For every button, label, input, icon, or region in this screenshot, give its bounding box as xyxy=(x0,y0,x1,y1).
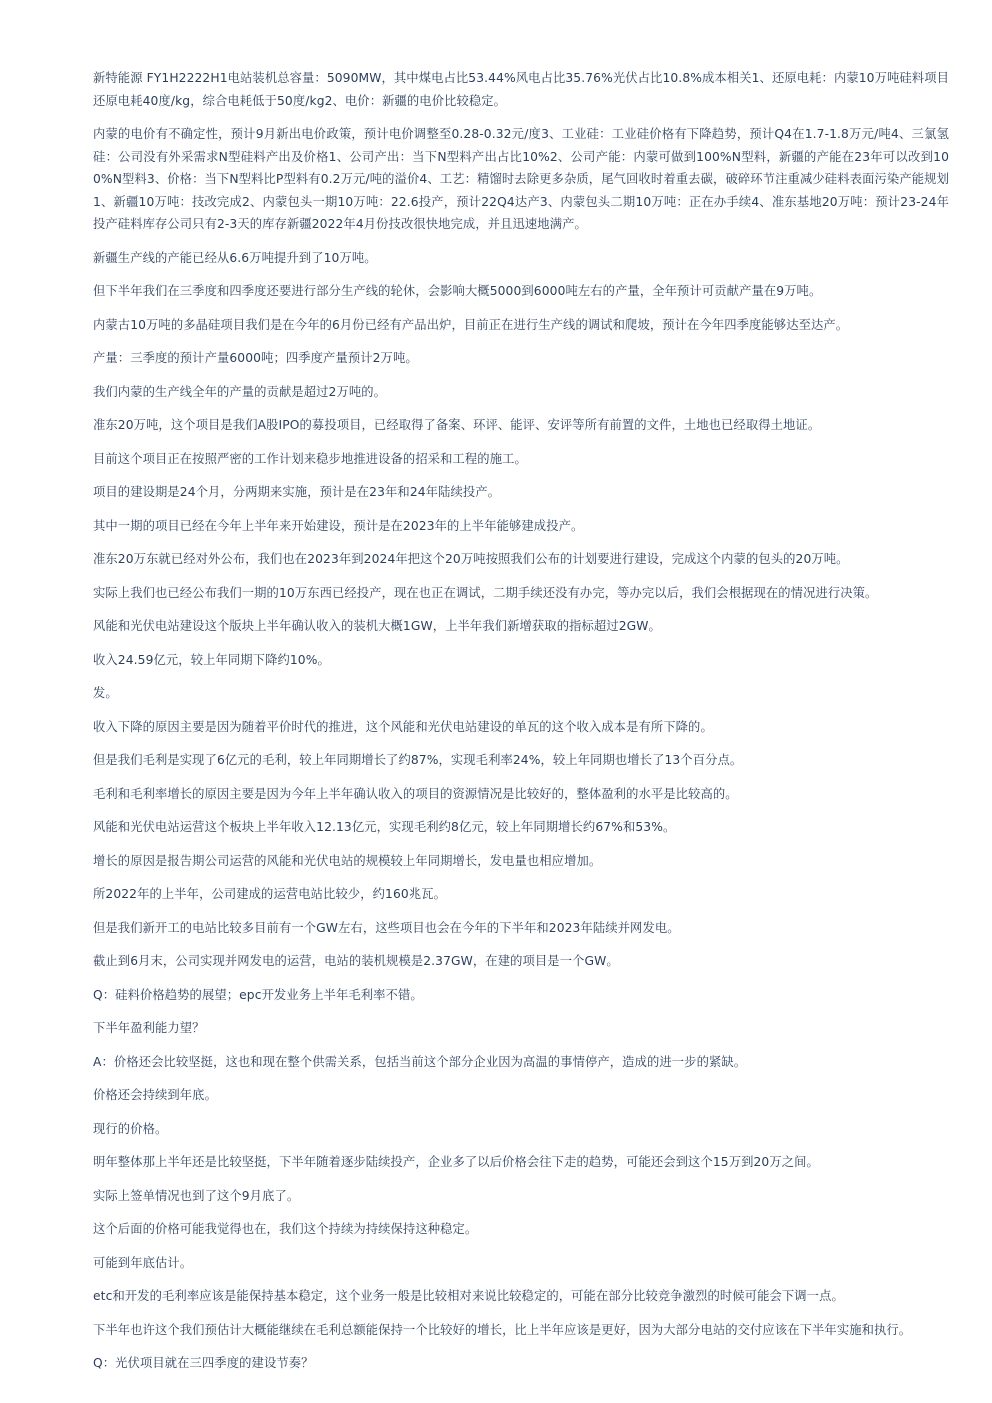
paragraph-13: 实际上我们也已经公布我们一期的10万东西已经投产，现在也正在调试，二期手续还没有办完，等办完以后，我们会根据现在的情况进行决策。 xyxy=(93,585,878,600)
paragraph-19: 毛利和毛利率增长的原因主要是因为今年上半年确认收入的项目的资源情况是比较好的，整体盈利的水平是比较高的。 xyxy=(93,786,738,801)
paragraph-4: 但下半年我们在三季度和四季度还要进行部分生产线的轮休，会影响大概5000到6000吨左右的产量，全年预计可贡献产量在9万吨。 xyxy=(93,284,822,298)
paragraph-18: 但是我们毛利是实现了6亿元的毛利，较上年同期增长了约87%，实现毛利率24%，较上年同期也增长了13个百分点。 xyxy=(93,753,743,767)
paragraph-2: 内蒙的电价有不确定性，预计9月新出电价政策，预计电价调整至0.28-0.32元/度3、工业硅：工业硅价格有下降趋势，预计Q4在1.7-1.8万元/吨4、三氯氢硅：公司没有外采需求N型硅料产出及价格1、公司产出：当下N型料产出占比10%2、公司产能：内蒙可做到100%N型料，新疆的产能在23年可以改到100%N型料3、价格：当下N型料比P型料有0.2万元/吨的溢价4、工艺：精馏时去除更多杂质，尾气回收时着重去碳，破碎环节注重减少硅料表面污染产能规划1、新疆10万吨：技改完成2、内蒙包头一期10万吨：22.6投产，预计22Q4达产3、内蒙包头二期10万吨：正在办手续4、准东基地20万吨：预计23-24年投产硅料库存公司只有2-3天的库存新疆2022年4月份技改很快地完成，并且迅速地满产。 xyxy=(93,127,949,231)
paragraph-14: 风能和光伏电站建设这个版块上半年确认收入的装机大概1GW，上半年我们新增获取的指标超过2GW。 xyxy=(93,619,661,633)
paragraph-5: 内蒙古10万吨的多晶硅项目我们是在今年的6月份已经有产品出炉，目前正在进行生产线的调试和爬坡，预计在今年四季度能够达至达产。 xyxy=(93,317,849,332)
document-page xyxy=(93,67,949,1386)
paragraph-35: 下半年也许这个我们预估计大概能继续在毛利总额能保持一个比较好的增长，比上半年应该是更好，因为大部分电站的交付应该在下半年实施和执行。 xyxy=(93,1322,912,1337)
paragraph-21: 增长的原因是报告期公司运营的风能和光伏电站的规模较上年同期增长，发电量也相应增加。 xyxy=(93,853,602,868)
paragraph-7: 我们内蒙的生产线全年的产量的贡献是超过2万吨的。 xyxy=(93,384,387,399)
paragraph-6: 产量：三季度的预计产量6000吨；四季度产量预计2万吨。 xyxy=(93,351,418,365)
paragraph-8: 准东20万吨，这个项目是我们A股IPO的募投项目，已经取得了备案、环评、能评、安评等所有前置的文件，土地也已经取得土地证。 xyxy=(93,418,821,432)
paragraph-15: 收入24.59亿元，较上年同期下降约10%。 xyxy=(93,652,330,667)
paragraph-11: 其中一期的项目已经在今年上半年来开始建设，预计是在2023年的上半年能够建成投产。 xyxy=(93,518,584,533)
paragraph-3: 新疆生产线的产能已经从6.6万吨提升到了10万吨。 xyxy=(93,250,377,265)
paragraph-9: 目前这个项目正在按照严密的工作计划来稳步地推进设备的招采和工程的施工。 xyxy=(93,451,527,466)
paragraph-1: 新特能源 FY1H2222H1电站装机总容量：5090MW，其中煤电占比53.44%风电占比35.76%光伏占比10.8%成本相关1、还原电耗：内蒙10万吨硅料项目还原电耗40度/kg，综合电耗低于50度/kg2、电价：新疆的电价比较稳定。 xyxy=(93,71,949,108)
paragraph-26: 下半年盈利能力望？ xyxy=(93,1021,205,1035)
paragraph-16: 发。 xyxy=(93,686,118,700)
paragraph-24: 截止到6月末，公司实现并网发电的运营，电站的装机规模是2.37GW，在建的项目是一个GW。 xyxy=(93,954,619,968)
paragraph-12: 准东20万东就已经对外公布，我们也在2023年到2024年把这个20万吨按照我们公布的计划要进行建设，完成这个内蒙的包头的20万吨。 xyxy=(93,552,849,566)
paragraph-32: 这个后面的价格可能我觉得也在，我们这个持续为持续保持这种稳定。 xyxy=(93,1222,478,1236)
paragraph-17: 收入下降的原因主要是因为随着平价时代的推进，这个风能和光伏电站建设的单瓦的这个收入成本是有所下降的。 xyxy=(93,719,713,734)
paragraph-10: 项目的建设期是24个月，分两期来实施，预计是在23年和24年陆续投产。 xyxy=(93,485,501,499)
paragraph-34: etc和开发的毛利率应该是能保持基本稳定，这个业务一般是比较相对来说比较稳定的，可能在部分比较竞争激烈的时候可能会下调一点。 xyxy=(93,1289,844,1303)
paragraph-31: 实际上签单情况也到了这个9月底了。 xyxy=(93,1188,300,1203)
paragraph-29: 现行的价格。 xyxy=(93,1121,168,1136)
paragraph-33: 可能到年底估计。 xyxy=(93,1255,193,1270)
paragraph-23: 但是我们新开工的电站比较多目前有一个GW左右，这些项目也会在今年的下半年和2023年陆续并网发电。 xyxy=(93,920,680,935)
paragraph-36: Q：光伏项目就在三四季度的建设节奏？ xyxy=(93,1356,314,1370)
paragraph-28: 价格还会持续到年底。 xyxy=(93,1088,217,1102)
paragraph-30: 明年整体那上半年还是比较坚挺，下半年随着逐步陆续投产，企业多了以后价格会往下走的趋势，可能还会到这个15万到20万之间。 xyxy=(93,1155,819,1169)
paragraph-22: 所2022年的上半年，公司建成的运营电站比较少，约160兆瓦。 xyxy=(93,887,446,901)
paragraph-20: 风能和光伏电站运营这个板块上半年收入12.13亿元，实现毛利约8亿元，较上年同期增长约67%和53%。 xyxy=(93,820,676,834)
paragraph-25: Q：硅料价格趋势的展望；epc开发业务上半年毛利率不错。 xyxy=(93,987,423,1002)
paragraph-27: A：价格还会比较坚挺，这也和现在整个供需关系，包括当前这个部分企业因为高温的事情停产，造成的进一步的紧缺。 xyxy=(93,1054,747,1069)
